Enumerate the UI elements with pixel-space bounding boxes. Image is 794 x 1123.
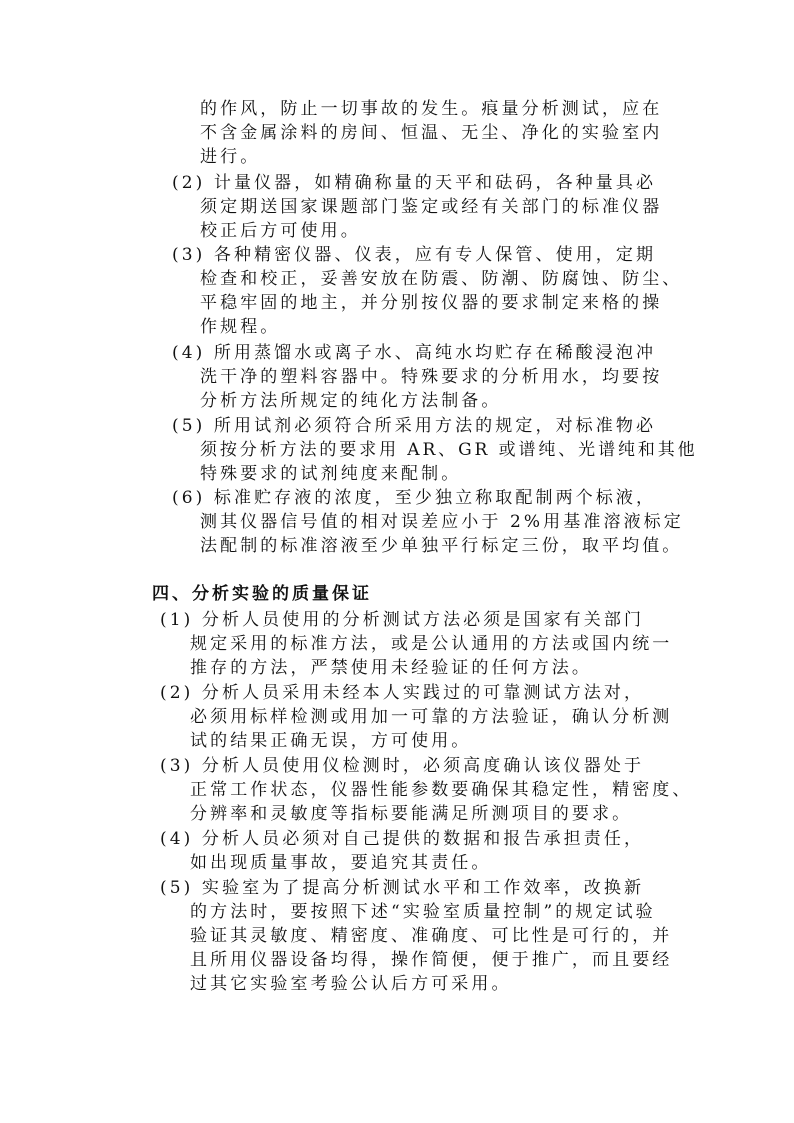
text-line: 且所用仪器设备均得，操作简便，便于推广，而且要经 bbox=[190, 950, 673, 970]
text-line: 分辨率和灵敏度等指标要能满足所测项目的要求。 bbox=[190, 804, 633, 824]
text-line: 推存的方法，严禁使用未经验证的任何方法。 bbox=[190, 658, 592, 678]
text-line: (2) 分析人员采用未经本人实践过的可靠测试方法对， bbox=[160, 683, 645, 703]
text-line: 的作风，防止一切事故的发生。痕量分析测试，应在 bbox=[200, 99, 663, 119]
text-line: (5) 所用试剂必须符合所采用方法的规定，对标准物必 bbox=[172, 416, 657, 436]
text-line: 不含金属涂料的房间、恒温、无尘、净化的实验室内 bbox=[200, 123, 663, 143]
text-line: 测其仪器信号值的相对误差应小于 2%用基准溶液标定 bbox=[200, 512, 684, 532]
text-line: 须按分析方法的要求用 AR、GR 或谱纯、光谱纯和其他 bbox=[200, 440, 698, 460]
text-line: (5) 实验室为了提高分析测试水平和工作效率，改换新 bbox=[160, 878, 645, 898]
text-line: (6) 标准贮存液的浓度，至少独立称取配制两个标液， bbox=[172, 488, 657, 508]
text-line: (4) 分析人员必须对自己提供的数据和报告承担责任， bbox=[160, 829, 645, 849]
text-line: 特殊要求的试剂纯度来配制。 bbox=[200, 464, 462, 484]
text-line: 作规程。 bbox=[200, 317, 281, 337]
text-line: 法配制的标准溶液至少单独平行标定三份，取平均值。 bbox=[200, 536, 683, 556]
text-line: 校正后方可使用。 bbox=[200, 221, 361, 241]
text-line: 如出现质量事故，要追究其责任。 bbox=[190, 853, 492, 873]
text-line: (3) 各种精密仪器、仪表，应有专人保管、使用，定期 bbox=[172, 245, 657, 265]
text-line: 洗干净的塑料容器中。特殊要求的分析用水，均要按 bbox=[200, 367, 663, 387]
text-line: (3) 分析人员使用仪检测时，必须高度确认该仪器处于 bbox=[160, 756, 645, 776]
text-line: 的方法时，要按照下述“实验室质量控制”的规定试验 bbox=[190, 902, 656, 922]
text-line: 验证其灵敏度、精密度、准确度、可比性是可行的，并 bbox=[190, 926, 673, 946]
text-line: 分析方法所规定的纯化方法制备。 bbox=[200, 391, 502, 411]
text-line: 进行。 bbox=[200, 147, 261, 167]
text-line: 过其它实验室考验公认后方可采用。 bbox=[190, 974, 512, 994]
text-line: (4) 所用蒸馏水或离子水、高纯水均贮存在稀酸浸泡冲 bbox=[172, 343, 657, 363]
text-line: 规定采用的标准方法，或是公认通用的方法或国内统一 bbox=[190, 634, 673, 654]
text-line: (2) 计量仪器，如精确称量的天平和砝码，各种量具必 bbox=[172, 173, 657, 193]
text-line: 须定期送国家课题部门鉴定或经有关部门的标准仪器 bbox=[200, 197, 663, 217]
text-line: 试的结果正确无误，方可使用。 bbox=[190, 731, 472, 751]
section-heading: 四、分析实验的质量保证 bbox=[152, 584, 372, 604]
text-line: 正常工作状态，仪器性能参数要确保其稳定性，精密度、 bbox=[190, 780, 693, 800]
text-line: 必须用标样检测或用加一可靠的方法验证，确认分析测 bbox=[190, 707, 673, 727]
text-line: 平稳牢固的地主，并分别按仪器的要求制定来格的操 bbox=[200, 293, 663, 313]
text-line: (1) 分析人员使用的分析测试方法必须是国家有关部门 bbox=[160, 610, 645, 630]
text-line: 检查和校正，妥善安放在防震、防潮、防腐蚀、防尘、 bbox=[200, 269, 683, 289]
